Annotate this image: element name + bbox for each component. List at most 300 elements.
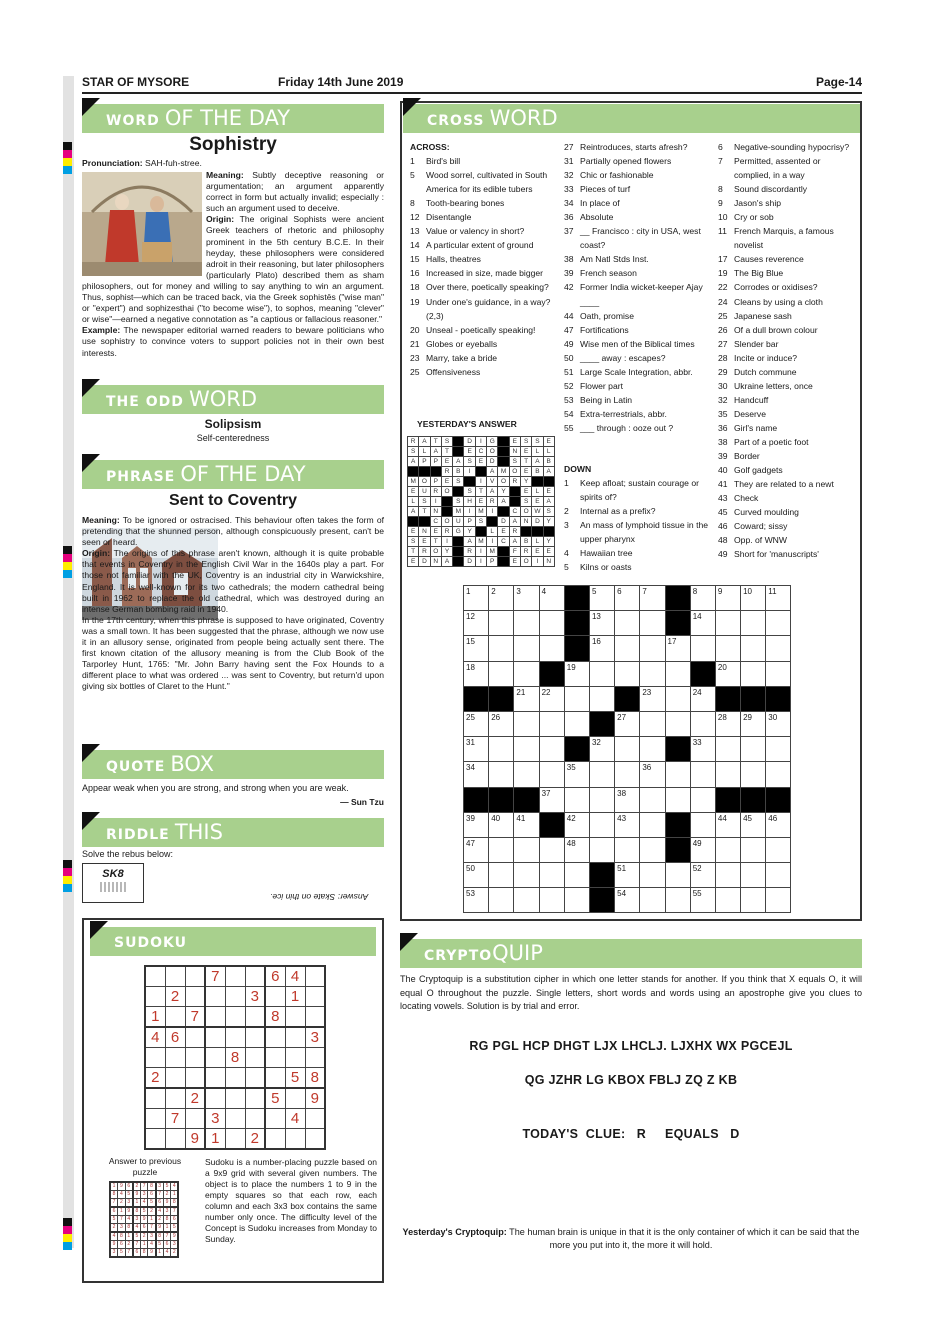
crossword-cell[interactable] <box>514 762 539 787</box>
crossword-cell[interactable] <box>690 787 715 812</box>
sudoku-cell[interactable] <box>285 1129 305 1150</box>
cell-number: 42 <box>566 813 576 823</box>
sudoku-cell[interactable] <box>165 1068 185 1089</box>
clue-number: 32 <box>718 394 728 405</box>
crossword-cell[interactable] <box>665 787 690 812</box>
crossword-cell[interactable] <box>514 711 539 736</box>
clue-item <box>718 519 858 533</box>
sudoku-cell[interactable] <box>225 1109 245 1129</box>
answer-cell: L <box>532 447 543 457</box>
crossword-cell[interactable] <box>589 686 614 711</box>
sudoku-cell[interactable] <box>245 1068 265 1089</box>
clue-item <box>718 182 858 196</box>
crossword-cell[interactable] <box>766 737 791 762</box>
clue-item <box>564 393 710 407</box>
answer-cell: P <box>464 517 475 527</box>
crossword-cell[interactable] <box>640 661 665 686</box>
answer-cell: D <box>532 517 543 527</box>
crossword-cell[interactable] <box>741 812 766 837</box>
crossword-cell[interactable] <box>514 636 539 661</box>
answer-cell: C <box>475 447 486 457</box>
clue-item <box>564 407 710 421</box>
sudoku-cell[interactable] <box>245 1088 265 1109</box>
crossword-cell[interactable] <box>464 636 489 661</box>
crossword-grid[interactable] <box>463 585 791 913</box>
crossword-cell[interactable] <box>741 636 766 661</box>
crossword-cell[interactable] <box>615 737 640 762</box>
clue-text: Partially opened flowers <box>580 156 672 167</box>
crossword-cell[interactable] <box>690 762 715 787</box>
sudoku-cell[interactable] <box>225 1068 245 1089</box>
sudoku-cell[interactable] <box>285 1088 305 1109</box>
sudoku-cell[interactable] <box>185 1068 205 1089</box>
crossword-cell[interactable] <box>715 711 740 736</box>
sudoku-cell[interactable] <box>185 966 205 987</box>
margin-strip <box>63 76 74 1248</box>
cell-number: 17 <box>667 637 677 647</box>
crossword-cell[interactable] <box>589 586 614 611</box>
crossword-cell[interactable] <box>741 711 766 736</box>
sudoku-cell[interactable] <box>265 1048 285 1068</box>
crossword-cell[interactable] <box>640 611 665 636</box>
crossword-cell[interactable] <box>741 863 766 888</box>
clue-text: Opp. of WNW <box>734 535 788 546</box>
sudoku-cell[interactable] <box>225 966 245 987</box>
clue-number: 18 <box>410 282 420 293</box>
sudoku-cell[interactable] <box>205 1007 225 1028</box>
answer-cell: A <box>543 497 554 507</box>
clue-item <box>718 533 858 547</box>
sudoku-cell[interactable] <box>205 987 225 1007</box>
crossword-cell[interactable] <box>715 611 740 636</box>
crossword-cell[interactable] <box>564 888 589 913</box>
clue-number: 30 <box>718 380 728 391</box>
crossword-cell[interactable] <box>766 711 791 736</box>
crossword-cell[interactable] <box>464 762 489 787</box>
previous-sudoku-cell: 1 <box>118 1207 126 1216</box>
crossword-cell[interactable] <box>489 762 514 787</box>
answer-cell: S <box>441 437 452 447</box>
clue-text: Oath, promise <box>580 310 634 321</box>
clue-text: ___ through : ooze out ? <box>580 422 674 433</box>
crossword-cell[interactable] <box>640 837 665 862</box>
answer-cell: N <box>430 507 441 517</box>
crossword-black-cell <box>665 611 690 636</box>
crossword-cell[interactable] <box>615 611 640 636</box>
crossword-cell[interactable] <box>564 863 589 888</box>
previous-sudoku-cell: 5 <box>148 1199 156 1208</box>
crossword-cell[interactable] <box>539 636 564 661</box>
previous-sudoku-cell: 9 <box>156 1224 164 1233</box>
sudoku-cell[interactable] <box>205 1027 225 1048</box>
cell-number: 22 <box>541 687 551 697</box>
sudoku-cell[interactable] <box>245 966 265 987</box>
crossword-black-cell <box>715 787 740 812</box>
answer-cell: S <box>408 537 419 547</box>
clue-item <box>564 476 710 504</box>
answer-cell: T <box>430 537 441 547</box>
answer-cell: B <box>453 467 464 477</box>
crossword-cell[interactable] <box>715 812 740 837</box>
sudoku-cell[interactable] <box>305 1129 325 1150</box>
crossword-cell[interactable] <box>514 812 539 837</box>
sudoku-cell: 8 <box>265 1007 285 1028</box>
sudoku-cell[interactable] <box>205 1088 225 1109</box>
crossword-cell[interactable] <box>589 812 614 837</box>
crossword-cell[interactable] <box>690 611 715 636</box>
crossword-cell[interactable] <box>690 737 715 762</box>
sudoku-cell[interactable] <box>245 1048 265 1068</box>
crossword-cell[interactable] <box>514 863 539 888</box>
clue-text: Kilns or oasts <box>580 562 632 573</box>
cell-number: 41 <box>516 813 526 823</box>
crossword-cell[interactable] <box>514 611 539 636</box>
crossword-cell[interactable] <box>539 711 564 736</box>
sudoku-cell[interactable] <box>165 1007 185 1028</box>
clue-item <box>564 546 710 560</box>
crossword-cell[interactable] <box>690 888 715 913</box>
crossword-cell[interactable] <box>514 686 539 711</box>
crossword-cell[interactable] <box>615 888 640 913</box>
clue-number: 36 <box>564 212 574 223</box>
crossword-cell[interactable] <box>589 661 614 686</box>
sudoku-cell[interactable] <box>145 1088 165 1109</box>
crossword-cell[interactable] <box>766 636 791 661</box>
cell-number: 47 <box>466 838 475 848</box>
crossword-cell[interactable] <box>640 636 665 661</box>
crossword-cell[interactable] <box>589 611 614 636</box>
sudoku-cell[interactable] <box>185 1027 205 1048</box>
sudoku-cell[interactable] <box>205 1068 225 1089</box>
crossword-cell[interactable] <box>715 737 740 762</box>
sudoku-cell[interactable] <box>185 1109 205 1129</box>
crossword-cell[interactable] <box>715 863 740 888</box>
crossword-cell[interactable] <box>464 586 489 611</box>
sudoku-cell[interactable] <box>305 987 325 1007</box>
clue-item <box>410 196 552 210</box>
crossword-cell[interactable] <box>766 586 791 611</box>
crossword-cell[interactable] <box>741 661 766 686</box>
crossword-cell[interactable] <box>665 686 690 711</box>
cell-number: 7 <box>642 587 647 596</box>
clue-text: Dutch commune <box>734 366 797 377</box>
crossword-cell[interactable] <box>690 863 715 888</box>
answer-black-cell <box>543 527 554 537</box>
crossword-cell[interactable] <box>539 888 564 913</box>
crossword-cell[interactable] <box>514 737 539 762</box>
cell-number: 28 <box>717 712 727 722</box>
crossword-cell[interactable] <box>514 661 539 686</box>
crossword-cell[interactable] <box>665 888 690 913</box>
crossword-cell[interactable] <box>539 787 564 812</box>
crossword-cell[interactable] <box>615 837 640 862</box>
sudoku-cell[interactable] <box>305 1007 325 1028</box>
answer-cell: A <box>408 457 419 467</box>
cell-number: 54 <box>617 889 627 899</box>
crossword-cell[interactable] <box>741 611 766 636</box>
crossword-cell[interactable] <box>741 586 766 611</box>
clue-item <box>564 337 710 351</box>
thin-ice-lines-icon <box>83 880 143 894</box>
crossword-cell[interactable] <box>640 812 665 837</box>
crossword-cell[interactable] <box>690 586 715 611</box>
clue-number: 33 <box>564 184 574 195</box>
crossword-cell[interactable] <box>665 636 690 661</box>
sudoku-cell[interactable] <box>265 1109 285 1129</box>
crossword-cell[interactable] <box>589 737 614 762</box>
answer-cell: G <box>453 527 464 537</box>
crossword-cell[interactable] <box>715 586 740 611</box>
crossword-cell[interactable] <box>640 762 665 787</box>
clue-text: Large Scale Integration, abbr. <box>580 366 693 377</box>
answer-cell: O <box>520 557 531 567</box>
sudoku-cell[interactable] <box>145 966 165 987</box>
answer-cell: B <box>520 537 531 547</box>
crossword-cell[interactable] <box>564 812 589 837</box>
cell-number: 34 <box>466 763 475 773</box>
crossword-cell[interactable] <box>665 762 690 787</box>
cell-number: 15 <box>466 637 475 647</box>
clue-text: Cry or sob <box>734 212 774 223</box>
sudoku-cell[interactable] <box>305 966 325 987</box>
rebus-text: SK8 <box>102 868 124 880</box>
sudoku-cell[interactable] <box>165 1129 185 1150</box>
sudoku-grid[interactable] <box>144 965 326 1150</box>
crossword-cell[interactable] <box>615 812 640 837</box>
crossword-cell[interactable] <box>715 636 740 661</box>
crossword-cell[interactable] <box>489 888 514 913</box>
sudoku-cell[interactable] <box>165 1048 185 1068</box>
crossword-cell[interactable] <box>640 711 665 736</box>
crossword-cell[interactable] <box>690 686 715 711</box>
cell-number: 12 <box>466 612 475 622</box>
previous-sudoku-cell: 8 <box>133 1207 141 1216</box>
sudoku-cell[interactable] <box>265 987 285 1007</box>
clue-item <box>718 224 858 252</box>
clue-text: Wood sorrel, cultivated in South America for its edible tubers <box>426 170 548 195</box>
crossword-cell[interactable] <box>539 837 564 862</box>
answer-cell: Y <box>441 547 452 557</box>
answer-cell: O <box>430 547 441 557</box>
sudoku-cell[interactable] <box>225 1027 245 1048</box>
crossword-cell[interactable] <box>464 737 489 762</box>
sudoku-cell[interactable] <box>145 1109 165 1129</box>
quote-author: — Sun Tzu <box>340 797 384 807</box>
crossword-cell[interactable] <box>690 711 715 736</box>
sudoku-cell[interactable] <box>245 1007 265 1028</box>
crossword-cell[interactable] <box>464 661 489 686</box>
crossword-cell[interactable] <box>464 837 489 862</box>
crossword-cell[interactable] <box>564 762 589 787</box>
sudoku-cell: 2 <box>185 1088 205 1109</box>
sudoku-cell[interactable] <box>285 1027 305 1048</box>
sudoku-cell[interactable] <box>265 1027 285 1048</box>
crossword-cell[interactable] <box>690 636 715 661</box>
clue-item <box>718 154 858 182</box>
crossword-cell[interactable] <box>464 611 489 636</box>
crossword-cell[interactable] <box>766 837 791 862</box>
sudoku-cell[interactable] <box>165 1088 185 1109</box>
crossword-cell[interactable] <box>640 863 665 888</box>
crossword-cell[interactable] <box>640 586 665 611</box>
crossword-cell[interactable] <box>615 762 640 787</box>
crossword-cell[interactable] <box>539 586 564 611</box>
crossword-cell[interactable] <box>615 586 640 611</box>
sudoku-cell[interactable] <box>245 1027 265 1048</box>
crossword-cell[interactable] <box>640 787 665 812</box>
crossword-cell[interactable] <box>489 611 514 636</box>
crossword-cell[interactable] <box>589 762 614 787</box>
crossword-cell[interactable] <box>766 762 791 787</box>
answer-cell: I <box>441 537 452 547</box>
crossword-cell[interactable] <box>741 888 766 913</box>
crossword-cell[interactable] <box>489 837 514 862</box>
sudoku-cell[interactable] <box>145 987 165 1007</box>
clue-number: 49 <box>564 338 574 349</box>
crossword-cell[interactable] <box>640 737 665 762</box>
crossword-cell[interactable] <box>741 762 766 787</box>
clue-item <box>564 379 710 393</box>
crossword-cell[interactable] <box>615 661 640 686</box>
crossword-cell[interactable] <box>615 711 640 736</box>
crossword-cell[interactable] <box>741 737 766 762</box>
crossword-cell[interactable] <box>564 686 589 711</box>
crossword-cell[interactable] <box>514 586 539 611</box>
crossword-black-cell <box>464 787 489 812</box>
sudoku-cell[interactable] <box>145 1129 165 1150</box>
crossword-cell[interactable] <box>665 661 690 686</box>
answer-black-cell <box>520 527 531 537</box>
crossword-cell[interactable] <box>640 888 665 913</box>
crossword-cell[interactable] <box>464 812 489 837</box>
crossword-cell[interactable] <box>464 711 489 736</box>
crossword-cell[interactable] <box>766 812 791 837</box>
sudoku-cell[interactable] <box>225 987 245 1007</box>
crossword-cell[interactable] <box>690 812 715 837</box>
crossword-cell[interactable] <box>665 863 690 888</box>
crossword-cell[interactable] <box>489 636 514 661</box>
crossword-cell[interactable] <box>715 661 740 686</box>
crossword-cell[interactable] <box>589 837 614 862</box>
sudoku-cell[interactable] <box>305 1048 325 1068</box>
crossword-cell[interactable] <box>564 837 589 862</box>
previous-sudoku-cell: 7 <box>171 1207 179 1216</box>
sudoku-cell: 8 <box>305 1068 325 1089</box>
clue-text: Keep afloat; sustain courage or spirits of? <box>580 478 699 503</box>
crossword-cell[interactable] <box>539 686 564 711</box>
crossword-cell[interactable] <box>766 661 791 686</box>
clue-text: Incite or induce? <box>734 352 798 363</box>
crossword-cell[interactable] <box>489 661 514 686</box>
crossword-cell[interactable] <box>615 636 640 661</box>
crossword-cell[interactable] <box>715 762 740 787</box>
previous-sudoku-cell: 6 <box>125 1182 133 1191</box>
clue-item <box>718 477 858 491</box>
crossword-cell[interactable] <box>564 661 589 686</box>
crossword-cell[interactable] <box>514 888 539 913</box>
clue-text: Curved moulding <box>734 507 799 518</box>
crossword-cell[interactable] <box>665 711 690 736</box>
cell-number: 31 <box>466 738 475 748</box>
crossword-cell[interactable] <box>715 888 740 913</box>
clue-item <box>564 168 710 182</box>
sudoku-cell[interactable] <box>285 1048 305 1068</box>
clue-number: 39 <box>718 451 728 462</box>
answer-cell: S <box>475 517 486 527</box>
clue-item <box>410 280 552 294</box>
crossword-cell[interactable] <box>715 837 740 862</box>
crossword-cell[interactable] <box>489 863 514 888</box>
clue-text: Marry, take a bride <box>426 352 498 363</box>
previous-sudoku-cell: 4 <box>118 1191 126 1199</box>
answer-cell: I <box>475 547 486 557</box>
sudoku-cell[interactable] <box>265 1068 285 1089</box>
answer-cell: A <box>464 537 475 547</box>
crossword-cell[interactable] <box>489 737 514 762</box>
crossword-cell[interactable] <box>741 837 766 862</box>
sudoku-cell[interactable] <box>285 1007 305 1028</box>
clue-number: 39 <box>564 268 574 279</box>
sudoku-cell[interactable] <box>265 1129 285 1150</box>
crossword-cell[interactable] <box>690 837 715 862</box>
crossword-black-cell <box>665 737 690 762</box>
previous-sudoku-cell: 8 <box>156 1232 164 1241</box>
crossword-cell[interactable] <box>489 586 514 611</box>
sudoku-cell[interactable] <box>245 1109 265 1129</box>
crossword-cell[interactable] <box>464 863 489 888</box>
answer-black-cell <box>498 557 509 567</box>
answer-cell: O <box>498 477 509 487</box>
sudoku-cell[interactable] <box>145 1048 165 1068</box>
sudoku-cell[interactable] <box>225 1007 245 1028</box>
crossword-cell[interactable] <box>564 787 589 812</box>
sudoku-cell[interactable] <box>305 1109 325 1129</box>
crossword-cell[interactable] <box>514 837 539 862</box>
answer-cell: A <box>487 467 498 477</box>
crossword-cell[interactable] <box>489 711 514 736</box>
answer-cell: S <box>532 437 543 447</box>
answer-cell: I <box>430 497 441 507</box>
crossword-cell[interactable] <box>539 611 564 636</box>
sudoku-cell[interactable] <box>205 1048 225 1068</box>
crossword-cell[interactable] <box>640 686 665 711</box>
crossword-cell[interactable] <box>539 863 564 888</box>
sudoku-cell[interactable] <box>225 1088 245 1109</box>
answer-black-cell <box>498 507 509 517</box>
previous-sudoku-cell: 4 <box>156 1207 164 1216</box>
crossword-cell[interactable] <box>539 762 564 787</box>
crossword-cell[interactable] <box>615 863 640 888</box>
previous-sudoku-cell: 1 <box>171 1191 179 1199</box>
sudoku-cell[interactable] <box>185 1048 205 1068</box>
crossword-cell[interactable] <box>464 888 489 913</box>
crossword-cell[interactable] <box>539 737 564 762</box>
crossword-cell[interactable] <box>615 787 640 812</box>
crossword-cell[interactable] <box>589 636 614 661</box>
sudoku-cell[interactable] <box>225 1129 245 1150</box>
clue-text: Tooth-bearing bones <box>426 198 505 209</box>
crossword-cell[interactable] <box>766 888 791 913</box>
crossword-cell[interactable] <box>766 863 791 888</box>
crossword-cell[interactable] <box>589 787 614 812</box>
sudoku-cell[interactable] <box>165 966 185 987</box>
sudoku-cell[interactable] <box>185 987 205 1007</box>
crossword-cell[interactable] <box>564 711 589 736</box>
crossword-cell[interactable] <box>489 812 514 837</box>
clue-item <box>564 280 710 308</box>
crossword-cell[interactable] <box>766 611 791 636</box>
clue-text: __ Francisco : city in USA, west coast? <box>580 226 701 251</box>
